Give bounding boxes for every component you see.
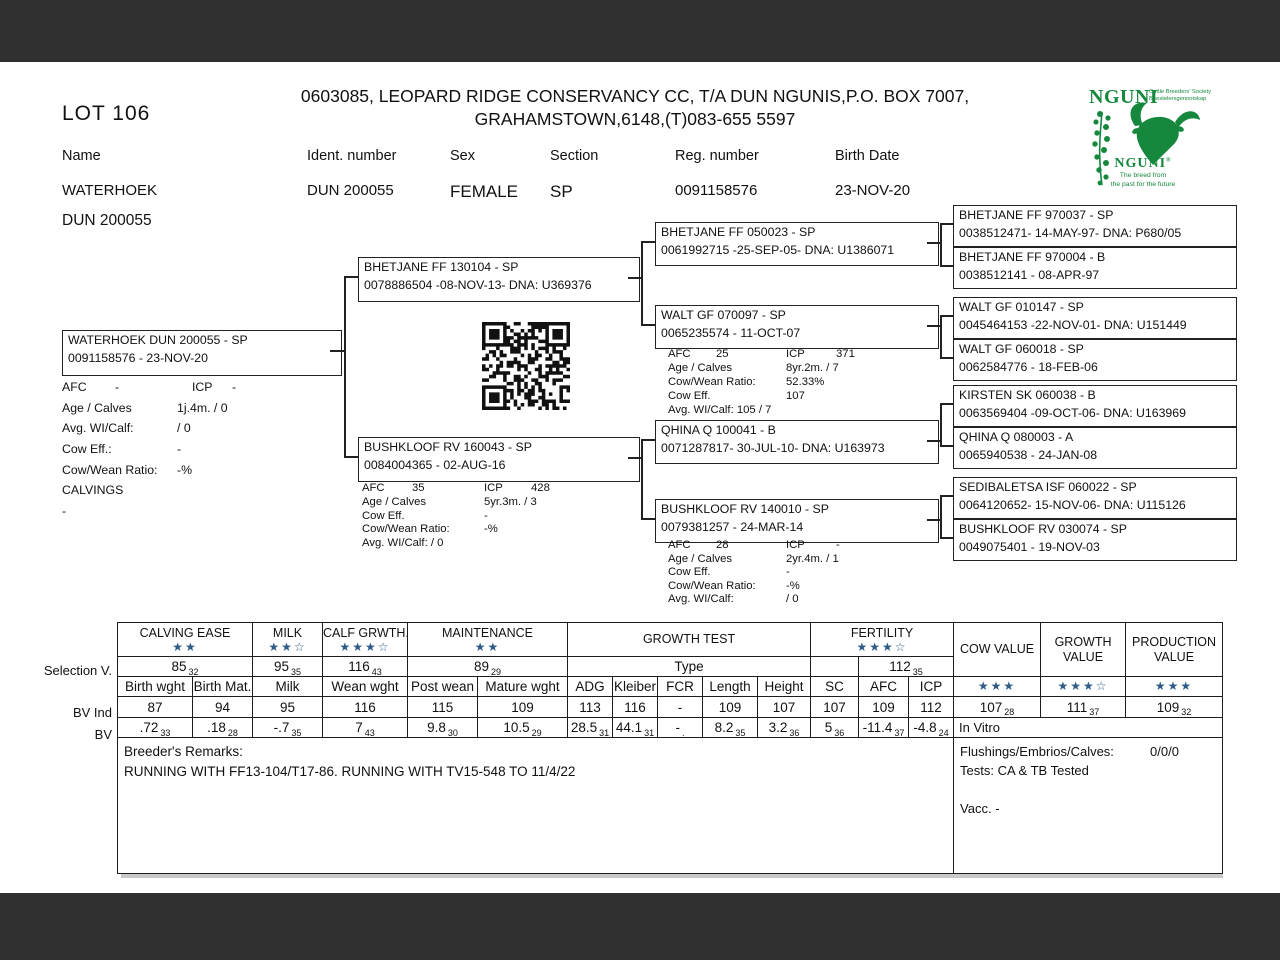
bv-index-value: 94 — [193, 697, 253, 718]
star-rating: ★★★ — [1126, 677, 1223, 697]
bv-index-value: 109 — [703, 697, 758, 718]
pedigree-node-reg: 0045464153 -22-NOV-01- DNA: U151449 — [959, 317, 1187, 332]
value-index: 111 $_{37}$ — [1041, 697, 1126, 718]
identity-value-5: 23-NOV-20 — [835, 182, 911, 199]
identity-value-4: 0091158576 — [675, 182, 758, 199]
pedigree-node-subject — [62, 330, 342, 376]
table-row-label-0: Selection V. — [43, 663, 112, 678]
identity-label-sex: Sex — [450, 148, 475, 164]
pedigree-node-name: WALT GF 010147 - SP — [959, 300, 1084, 314]
pedigree-connector — [940, 224, 942, 267]
table-group-milk — [253, 623, 323, 657]
bv-index-value: 116 — [323, 697, 408, 718]
column-header-height: Height — [758, 677, 811, 697]
pedigree-node-g4c — [953, 297, 1237, 339]
pedigree-connector — [641, 242, 643, 326]
selection-value: 116 $_{43}$ — [323, 657, 408, 677]
pedigree-node-name: BHETJANE FF 970037 - SP — [959, 208, 1114, 222]
breeding-values-section — [117, 622, 1223, 874]
pedigree-node-reg: 0049075401 - 19-NOV-03 — [959, 539, 1100, 554]
pedigree-node-reg: 0078886504 -08-NOV-13- DNA: U369376 — [364, 277, 592, 292]
bottom-frame-bar — [0, 893, 1280, 960]
nguni-society-logo — [1073, 88, 1213, 193]
bv-value: -4.8 $_{24}$ — [909, 718, 954, 738]
pedigree-node-reg: 0038512141 - 08-APR-97 — [959, 267, 1100, 282]
in-vitro-cell: In Vitro — [954, 718, 1223, 738]
identity-value-1: DUN 200055 — [307, 182, 394, 199]
group-label: GROWTH TEST — [642, 632, 736, 646]
logo-society-text: Cattle Breeders' Society Beestelersgenootskap — [1149, 89, 1212, 102]
identity-value-3: SP — [550, 182, 573, 201]
pedigree-node-sire — [358, 257, 640, 302]
pedigree-node-name: QHINA Q 100041 - B — [661, 423, 776, 437]
ident-number-secondary: DUN 200055 — [62, 212, 152, 229]
pedigree-node-g4e — [953, 385, 1237, 427]
bv-value: 44.1 $_{31}$ — [613, 718, 658, 738]
pedigree-connector — [628, 457, 641, 459]
value-index: 107 $_{28}$ — [954, 697, 1041, 718]
logo-brand-bottom: NGUNI® — [1114, 156, 1172, 171]
bv-value: -11.4 $_{37}$ — [859, 718, 909, 738]
table-group-cow-value: COW VALUE — [954, 623, 1041, 677]
selection-value — [811, 657, 859, 677]
pedigree-node-name: BHETJANE FF 050023 - SP — [661, 225, 816, 239]
pedigree-node-name: WATERHOEK DUN 200055 - SP — [68, 333, 248, 347]
table-group-calf-grwth- — [323, 623, 408, 657]
column-header-adg: ADG — [568, 677, 613, 697]
group-label: MILK — [272, 625, 303, 640]
pedigree-node-reg: 0071287817- 30-JUL-10- DNA: U163973 — [661, 440, 885, 455]
pedigree-connector — [344, 276, 358, 278]
pedigree-connector — [940, 445, 953, 447]
pedigree-node-dam — [358, 437, 640, 482]
pedigree-connector — [344, 456, 358, 458]
pedigree-node-name: BUSHKLOOF RV 140010 - SP — [661, 502, 829, 516]
bv-value: 8.2 $_{35}$ — [703, 718, 758, 738]
column-header-fcr: FCR — [658, 677, 703, 697]
tests-line: Tests: CA & TB Tested — [960, 763, 1089, 778]
table-group-production-value: PRODUCTION VALUE — [1126, 623, 1223, 677]
bv-value: 7 $_{43}$ — [323, 718, 408, 738]
pedigree-connector — [940, 495, 953, 497]
identity-label-name: Name — [62, 148, 101, 164]
pedigree-node-g4d — [953, 339, 1237, 381]
column-header-sc: SC — [811, 677, 859, 697]
bv-index-value: - — [658, 697, 703, 718]
column-header-kleiber: Kleiber — [613, 677, 658, 697]
column-header-birth-wght: Birth wght — [118, 677, 193, 697]
flushings-line: Flushings/Embrios/Calves: — [960, 744, 1114, 759]
selection-value: 85 $_{32}$ — [118, 657, 253, 677]
pedigree-node-name: KIRSTEN SK 060038 - B — [959, 388, 1096, 402]
breeders-remarks-text: RUNNING WITH FF13-104/T17-86. RUNNING WITH TV15-548 TO 11/4/22 — [124, 764, 576, 779]
pedigree-node-g3b — [655, 305, 939, 349]
pedigree-connector — [641, 440, 643, 520]
pedigree-node-name: QHINA Q 080003 - A — [959, 430, 1074, 444]
pedigree-node-reg: 0062584776 - 18-FEB-06 — [959, 359, 1098, 374]
identity-label-ident-number: Ident. number — [307, 148, 397, 164]
pedigree-connector — [940, 265, 953, 267]
logo-brand-text: NGUNI — [1089, 86, 1159, 108]
star-rating: ★★ — [474, 639, 501, 654]
pedigree-connector — [344, 277, 346, 458]
catalog-page: LOT 106 0603085, LEOPARD RIDGE CONSERVANCY CC, T/A DUN NGUNIS,P.O. BOX 7007, GRAHAMSTOWN,6148,(T)083-655 5597 NGUNI Cattle Breeders' Society Beestelersgenootskap NGUNI® The breed from the past for the future Name WATERHOEK Ident. number DUN 200055 Sex FEMALE Section SP Reg. number 0091158576 Birth Date 23-NOV-20 DUN 200055 WATERHOEK DUN 200055 - SP 0091158576 - 23-NOV-20 AFC - ICP - Age / Calves 1j.4m. / 0 Avg. WI/Calf: / 0 Cow Eff.: - Cow/Wean Ratio: -% CALVINGS - BHETJANE FF 130104 - SP 0078886504 -08-NOV-13- DNA: U369376 BUSHKLOOF RV 160043 - SP 0084004365 - 02-AUG-16 AFC 35 ICP 428 Age / Calves 5yr.3m. / 3 Cow Eff. - Cow/Wean Ratio: -% Avg. WI/Calf: / 0 BHETJANE FF 050023 - SP 0061992715 -25-SEP-05- DNA: U1386071 WALT GF 070097 - SP 0065235574 - 11-OCT-07 AFC 25 ICP 371 Age / Calves 8yr.2m. / 7 Cow/Wean Ratio: 52.33% Cow Eff. 107 Avg. WI/Calf: 105 / 7 QHINA Q 100041 - B 0071287817- 30-JUL-10- DNA: U163973 BUSHKLOOF RV 140010 - SP 0079381257 - 24-MAR-14 AFC 28 ICP - Age / Calves 2yr.4m. / 1 Cow Eff. - Cow/Wean Ratio: -% Avg. WI/Calf: / 0 BHETJANE FF 970037 - SP 0038512471- 14-MAY-97- DNA: P680/05 BHETJANE FF 970004 - B 0038512141 - 08-APR-97 WALT GF 010147 - SP 0045464153 -22-NOV-01- DNA: U151449 WALT GF 060018 - SP 0062584776 - 18-FEB-06 KIRSTEN SK 060038 - B 0063569404 -09-OCT-06- DNA: U163969 QHINA Q 080003 - A 0065940538 - 24-JAN-08 SEDIBALETSA ISF 060022 - SP 0064120652- 15-NOV-06- DNA: U115126 BUSHKLOOF RV 030074 - SP 0049075401 - 19-NOV-03 Selection V. BV Ind BV CALVING EASE ★★ MILK ★★☆ CALF GRWTH. ★★★☆ MAINTENANCE ★★ GROWTH TEST FERTILITY ★★★☆ COW VALUE GROWTH VALUE PRODUCTION VALUE 85 $_{32}$ 95 $_{35}$ 116 $_{43}$ 89 $_{29}$ Type 112 $_{35}$ Birth wght Birth Mat. Milk Wean wght Post wean Mature wght ADG Kleiber FCR Length Height SC AFC ICP ★★★ ★★★☆ ★★★ 87 94 95 116 115 109 113 116 - 109 107 107 109 112 107 $_{28}$ 111 $_{37}$ 109 $_{32}$ .72 $_{33}$ .18 $_{28}$ -.7 $_{35}$ 7 $_{43}$ 9.8 $_{30}$ 10.5 $_{29}$ 28.5 $_{31}$ 44.1 $_{31}$ - $_.$ 8.2 $_{35}$ 3.2 $_{36}$ 5 $_{36}$ -11.4 $_{37}$ -4.8 $_{24}$ In Vitro Breeder's Remarks: RUNNING WITH FF13-104/T17-86. RUNNING WITH TV15-548 TO 11/4/22 Flushings/Embrios/Calves: 0/0/0 Tests: CA & TB Tested Vacc. - — [0, 0, 1280, 960]
breeders-remarks-title: Breeder's Remarks: — [124, 744, 243, 759]
pedigree-connector — [940, 403, 953, 405]
pedigree-connector — [641, 439, 655, 441]
pedigree-node-name: BUSHKLOOF RV 030074 - SP — [959, 522, 1127, 536]
pedigree-connector — [927, 242, 940, 244]
table-group-fertility — [811, 623, 954, 657]
bv-value: .72 $_{33}$ — [118, 718, 193, 738]
bv-index-value: 107 — [758, 697, 811, 718]
selection-value: 89 $_{29}$ — [408, 657, 568, 677]
breeding-values-table — [117, 622, 1223, 874]
pedigree-connector — [641, 241, 655, 243]
bv-index-value: 113 — [568, 697, 613, 718]
group-label: CALVING EASE — [139, 625, 231, 640]
pedigree-node-reg: 0091158576 - 23-NOV-20 — [68, 350, 208, 365]
table-group-growth-value: GROWTH VALUE — [1041, 623, 1126, 677]
pedigree-node-g3c — [655, 420, 939, 464]
flushings-value: 0/0/0 — [1150, 744, 1179, 759]
pedigree-node-g3d — [655, 499, 939, 543]
value-index: 109 $_{32}$ — [1126, 697, 1223, 718]
identity-label-section: Section — [550, 148, 599, 164]
pedigree-node-g4h — [953, 519, 1237, 561]
selection-value: Type — [568, 657, 811, 677]
pedigree-node-reg: 0061992715 -25-SEP-05- DNA: U1386071 — [661, 242, 895, 257]
bv-value: 10.5 $_{29}$ — [478, 718, 568, 738]
pedigree-connector — [927, 519, 940, 521]
pedigree-node-name: WALT GF 070097 - SP — [661, 308, 786, 322]
column-header-afc: AFC — [859, 677, 909, 697]
lot-number: LOT 106 — [62, 102, 151, 125]
table-group-calving-ease — [118, 623, 253, 657]
selection-value: 112 $_{35}$ — [859, 657, 954, 677]
pedigree-connector — [940, 357, 953, 359]
bv-value: 5 $_{36}$ — [811, 718, 859, 738]
column-header-post-wean: Post wean — [408, 677, 478, 697]
star-rating: ★★★☆ — [1041, 677, 1126, 697]
breeders-remarks — [118, 738, 954, 874]
top-frame-bar — [0, 0, 1280, 62]
identity-label-reg-number: Reg. number — [675, 148, 759, 164]
pedigree-node-name: BHETJANE FF 130104 - SP — [364, 260, 519, 274]
bv-index-value: 115 — [408, 697, 478, 718]
pedigree-connector — [940, 223, 953, 225]
bv-index-value: 107 — [811, 697, 859, 718]
bv-value: 3.2 $_{36}$ — [758, 718, 811, 738]
breeder-address — [180, 85, 1090, 131]
bv-value: -.7 $_{35}$ — [253, 718, 323, 738]
logo-tagline: The breed from the past for the future — [1110, 172, 1176, 188]
bv-index-value: 116 — [613, 697, 658, 718]
vacc-line: Vacc. - — [960, 801, 1000, 816]
pedigree-connector — [940, 316, 942, 359]
identity-value-2: FEMALE — [450, 182, 519, 201]
column-header-icp: ICP — [909, 677, 954, 697]
pedigree-connector — [940, 315, 953, 317]
pedigree-node-reg: 0079381257 - 24-MAR-14 — [661, 519, 804, 534]
pedigree-node-reg: 0038512471- 14-MAY-97- DNA: P680/05 — [959, 225, 1182, 240]
bv-value: 9.8 $_{30}$ — [408, 718, 478, 738]
pedigree-connector — [628, 277, 641, 279]
pedigree-node-g4g — [953, 477, 1237, 519]
pedigree-node-reg: 0063569404 -09-OCT-06- DNA: U163969 — [959, 405, 1186, 420]
pedigree-node-g4f — [953, 427, 1237, 469]
selection-value: 95 $_{35}$ — [253, 657, 323, 677]
pedigree-node-name: SEDIBALETSA ISF 060022 - SP — [959, 480, 1137, 494]
pedigree-node-name: WALT GF 060018 - SP — [959, 342, 1084, 356]
bv-index-value: 95 — [253, 697, 323, 718]
pedigree-connector — [940, 537, 953, 539]
pedigree-connector — [641, 518, 655, 520]
pedigree-node-name: BUSHKLOOF RV 160043 - SP — [364, 440, 532, 454]
table-group-maintenance — [408, 623, 568, 657]
star-rating: ★★★ — [954, 677, 1041, 697]
table-group-growth-test — [568, 623, 811, 657]
pedigree-node-reg: 0065940538 - 24-JAN-08 — [959, 447, 1098, 462]
bv-value: .18 $_{28}$ — [193, 718, 253, 738]
pedigree-connector — [940, 404, 942, 447]
star-rating: ★★★☆ — [339, 639, 391, 654]
column-header-length: Length — [703, 677, 758, 697]
star-rating: ★★☆ — [268, 639, 307, 654]
pedigree-connector — [927, 440, 940, 442]
qr-code — [482, 322, 570, 410]
pedigree-node-g3a — [655, 222, 939, 266]
table-row-label-1: BV Ind — [72, 705, 112, 720]
bv-index-value: 87 — [118, 697, 193, 718]
group-label: MAINTENANCE — [442, 625, 533, 640]
identity-label-birth-date: Birth Date — [835, 148, 900, 164]
column-header-milk: Milk — [253, 677, 323, 697]
bv-index-value: 109 — [859, 697, 909, 718]
pedigree-connector — [641, 324, 655, 326]
star-rating: ★★★☆ — [856, 639, 908, 654]
pedigree-connector — [330, 350, 344, 352]
breeder-address-line2: GRAHAMSTOWN,6148,(T)083-655 5597 — [474, 109, 796, 129]
pedigree-node-g4b — [953, 247, 1237, 289]
pedigree-connector — [927, 325, 940, 327]
group-label: CALF GRWTH. — [323, 625, 409, 640]
table-row-label-2: BV — [94, 727, 112, 742]
pedigree-node-reg: 0065235574 - 11-OCT-07 — [661, 325, 801, 340]
column-header-mature-wght: Mature wght — [478, 677, 568, 697]
star-rating: ★★ — [172, 639, 198, 654]
column-header-birth-mat-: Birth Mat. — [193, 677, 253, 697]
pedigree-node-g4a — [953, 205, 1237, 247]
pedigree-node-reg: 0064120652- 15-NOV-06- DNA: U115126 — [959, 497, 1186, 512]
identity-value-0: WATERHOEK — [62, 182, 158, 199]
bv-value: - $_.$ — [658, 718, 703, 738]
side-panel — [954, 738, 1223, 874]
bv-index-value: 112 — [909, 697, 954, 718]
group-label: FERTILITY — [850, 625, 914, 640]
bv-value: 28.5 $_{31}$ — [568, 718, 613, 738]
column-header-wean-wght: Wean wght — [323, 677, 408, 697]
breeder-address-line1: 0603085, LEOPARD RIDGE CONSERVANCY CC, T/A DUN NGUNIS,P.O. BOX 7007, — [300, 86, 970, 106]
pedigree-connector — [940, 496, 942, 539]
pedigree-node-reg: 0084004365 - 02-AUG-16 — [364, 457, 506, 472]
bv-index-value: 109 — [478, 697, 568, 718]
pedigree-node-name: BHETJANE FF 970004 - B — [959, 250, 1106, 264]
